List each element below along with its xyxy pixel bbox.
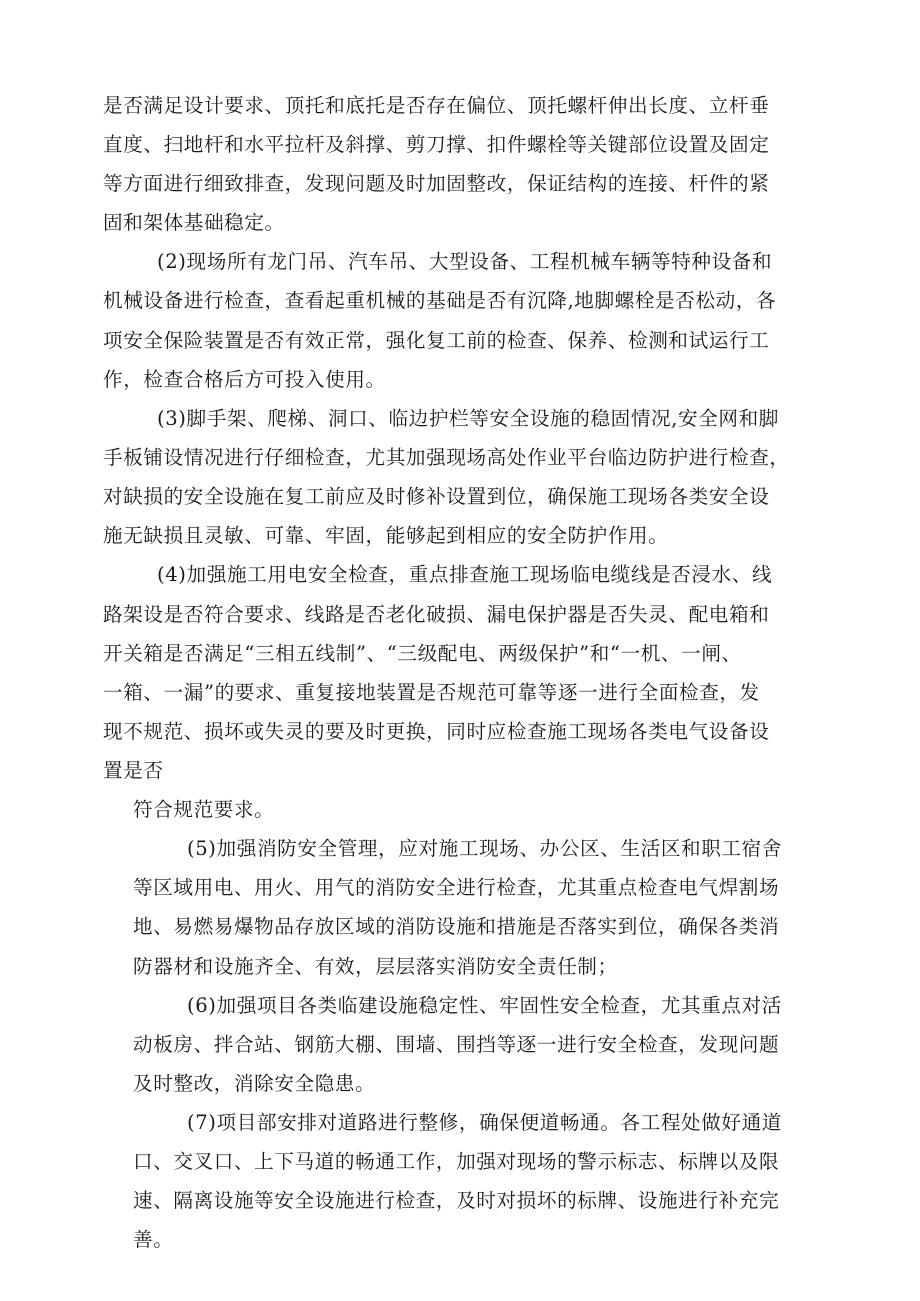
paragraph-1-line-2: 项安全保险装置是否有效正常，强化复工前的检查、保养、检测和试运行工 [103,329,770,352]
paragraph-5-line-2: 地、易燃易爆物品存放区域的消防设施和措施是否落实到位，确保各类消 [133,915,780,938]
paragraph-3-line-1: 路架设是否符合要求、线路是否老化破损、漏电保护器是否失灵、配电箱和 [103,603,770,626]
paragraph-1-line-0: (2)现场所有龙门吊、汽车吊、大型设备、工程机械车辆等特种设备和 [157,250,773,273]
paragraph-7-line-3: 善。 [133,1228,174,1251]
paragraph-0-line-3: 固和架体基础稳定。 [103,211,285,234]
paragraph-7-line-0: (7)项目部安排对道路进行整修，确保便道畅通。各工程处做好通道 [187,1111,782,1134]
paragraph-0-line-2: 等方面进行细致排查，发现问题及时加固整改，保证结构的连接、杆件的紧 [103,172,770,195]
paragraph-2-line-3: 施无缺损且灵敏、可靠、牢固，能够起到相应的安全防护作用。 [103,524,669,547]
paragraph-7-line-1: 口、交叉口、上下马道的畅通工作，加强对现场的警示标志、标牌以及限 [133,1150,780,1173]
paragraph-0-line-1: 直度、扫地杆和水平拉杆及斜撑、剪刀撑、扣件螺栓等关键部位设置及固定 [103,133,770,156]
paragraph-6-line-2: 及时整改，消除安全隐患。 [133,1072,376,1095]
paragraph-3-line-5: 置是否 [103,759,164,782]
paragraph-1-line-1: 机械设备进行检查，查看起重机械的基础是否有沉降,地脚螺栓是否松动，各 [103,289,777,312]
paragraph-6-line-1: 动板房、拌合站、钢筋大棚、围墙、围挡等逐一进行安全检查，发现问题 [133,1033,780,1056]
paragraph-2-line-1: 手板铺设情况进行仔细检查，尤其加强现场高处作业平台临边防护进行检查， [103,446,790,469]
paragraph-2-line-0: (3)脚手架、爬梯、洞口、临边护栏等安全设施的稳固情况,安全网和脚 [157,407,780,430]
paragraph-3-line-0: (4)加强施工用电安全检查，重点排查施工现场临电缆线是否浸水、线 [157,563,773,586]
paragraph-0-line-0: 是否满足设计要求、顶托和底托是否存在偏位、顶托螺杆伸出长度、立杆垂 [103,94,770,117]
paragraph-3-line-4: 现不规范、损坏或失灵的要及时更换，同时应检查施工现场各类电气设备设 [103,720,770,743]
paragraph-3-line-2: 开关箱是否满足“三相五线制”、“三级配电、两级保护”和“一机、一闸、 [103,642,742,665]
paragraph-5-line-3: 防器材和设施齐全、有效，层层落实消防安全责任制； [133,955,618,978]
paragraph-4-line-0: 符合规范要求。 [133,798,275,821]
paragraph-1-line-3: 作，检查合格后方可投入使用。 [103,368,386,391]
paragraph-7-line-2: 速、隔离设施等安全设施进行检查，及时对损坏的标牌、设施进行补充完 [133,1189,780,1212]
paragraph-2-line-2: 对缺损的安全设施在复工前应及时修补设置到位，确保施工现场各类安全设 [103,485,770,508]
paragraph-5-line-1: 等区域用电、用火、用气的消防安全进行检查，尤其重点检查电气焊割场 [133,876,780,899]
paragraph-6-line-0: (6)加强项目各类临建设施稳定性、牢固性安全检查，尤其重点对活 [187,994,782,1017]
paragraph-5-line-0: (5)加强消防安全管理，应对施工现场、办公区、生活区和职工宿舍 [187,837,782,860]
paragraph-3-line-3: 一箱、一漏”的要求、重复接地装置是否规范可靠等逐一进行全面检查，发 [103,681,760,704]
